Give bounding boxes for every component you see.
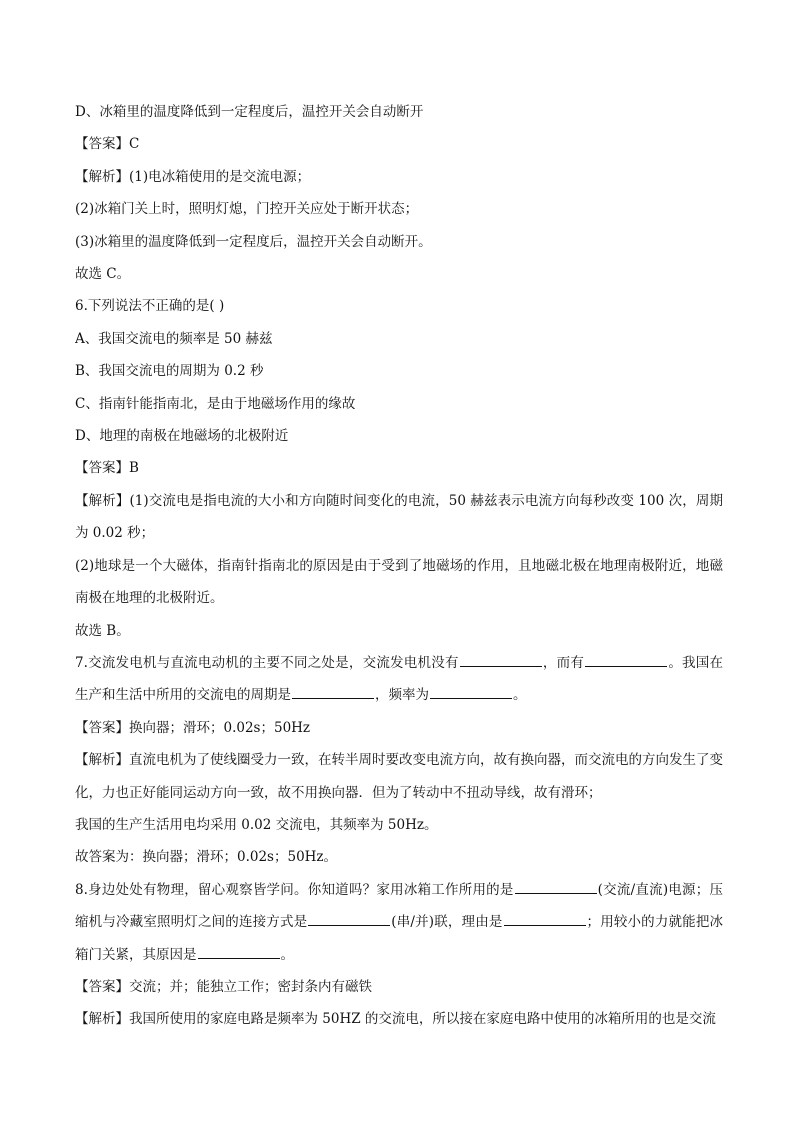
fill-blank[interactable] (585, 652, 667, 667)
conclusion-q6: 故选 B。 (75, 622, 130, 639)
answer-q7: 【答案】换向器；滑环；0.02s；50Hz (75, 719, 311, 736)
fill-blank[interactable] (460, 652, 542, 667)
q8-text-5: 。 (280, 946, 294, 963)
analysis-q7-2: 我国的生产生活用电均采用 0.02 交流电，其频率为 50Hz。 (75, 816, 438, 833)
q8-text-3: (串/并)联，理由是 (391, 914, 503, 931)
answer-q8: 【答案】交流；并；能独立工作；密封条内有磁铁 (75, 978, 372, 995)
conclusion-q7: 故答案为：换向器；滑环；0.02s；50Hz。 (75, 849, 338, 866)
q8-text-4: ；用较小的力就能把冰箱门关紧，其原因是 (75, 914, 724, 963)
option-6d: D、地理的南极在地磁场的北极附近 (75, 428, 289, 445)
analysis-q5-1: 【解析】(1)电冰箱使用的是交流电源； (75, 168, 311, 185)
option-d-prev: D、冰箱里的温度降低到一定程度后，温控开关会自动断开 (75, 104, 424, 120)
q7-text-3: 。我国在生产和生活中所用的交流电的周期是 (75, 654, 723, 704)
option-6a: A、我国交流电的频率是 50 赫兹 (75, 330, 273, 347)
fill-blank[interactable] (515, 879, 597, 894)
analysis-q5-2: (2)冰箱门关上时，照明灯熄，门控开关应处于断开状态； (75, 201, 419, 218)
analysis-q6-1: 【解析】(1)交流电是指电流的大小和方向随时间变化的电流，50 赫兹表示电流方向每秒改变 100 次，周期为 0.02 秒； (75, 492, 723, 542)
conclusion-q5: 故选 C。 (75, 266, 131, 283)
question-7 (75, 647, 723, 712)
fill-blank[interactable] (430, 684, 512, 699)
document-body (75, 96, 723, 1036)
analysis-q5-3: (3)冰箱里的温度降低到一定程度后，温控开关会自动断开。 (75, 233, 432, 250)
q7-text-2: ，而有 (542, 654, 585, 671)
q7-text-5: 。 (513, 687, 527, 704)
fill-blank[interactable] (198, 944, 280, 959)
q7-text-4: ，频率为 (375, 687, 429, 704)
analysis-q6-2: (2)地球是一个大磁体，指南针指南北的原因是由于受到了地磁场的作用，且地磁北极在地理南极附近，地磁南极在地理的北极附近。 (75, 557, 723, 607)
question-6: 6.下列说法不正确的是( ) (75, 298, 225, 315)
fill-blank[interactable] (292, 684, 374, 699)
fill-blank[interactable] (308, 911, 390, 926)
q8-text-1: 8.身边处处有物理，留心观察皆学问。你知道吗？家用冰箱工作所用的是 (75, 881, 514, 898)
analysis-q7-1: 【解析】直流电机为了使线圈受力一致，在转半周时要改变电流方向，故有换向器，而交流电的方向发生了变化，力也正好能同运动方向一致，故不用换向器．但为了转动中不扭动导线，故有滑环； (75, 752, 723, 801)
answer-q6: 【答案】B (75, 460, 139, 477)
option-6b: B、我国交流电的周期为 0.2 秒 (75, 363, 264, 380)
q8-text-2: (交流/直流)电源；压缩机与冷藏室照明灯之间的连接方式是 (75, 881, 723, 931)
analysis-q8-1: 【解析】我国所使用的家庭电路是频率为 50HZ 的交流电，所以接在家庭电路中使用的冰箱所用的也是交流 (75, 1011, 716, 1028)
q7-text-1: 7.交流发电机与直流电动机的主要不同之处是，交流发电机没有 (75, 654, 459, 671)
question-8 (75, 874, 723, 971)
answer-q5: 【答案】C (75, 136, 140, 153)
option-6c: C、指南针能指南北，是由于地磁场作用的缘故 (75, 395, 356, 412)
fill-blank[interactable] (504, 911, 586, 926)
